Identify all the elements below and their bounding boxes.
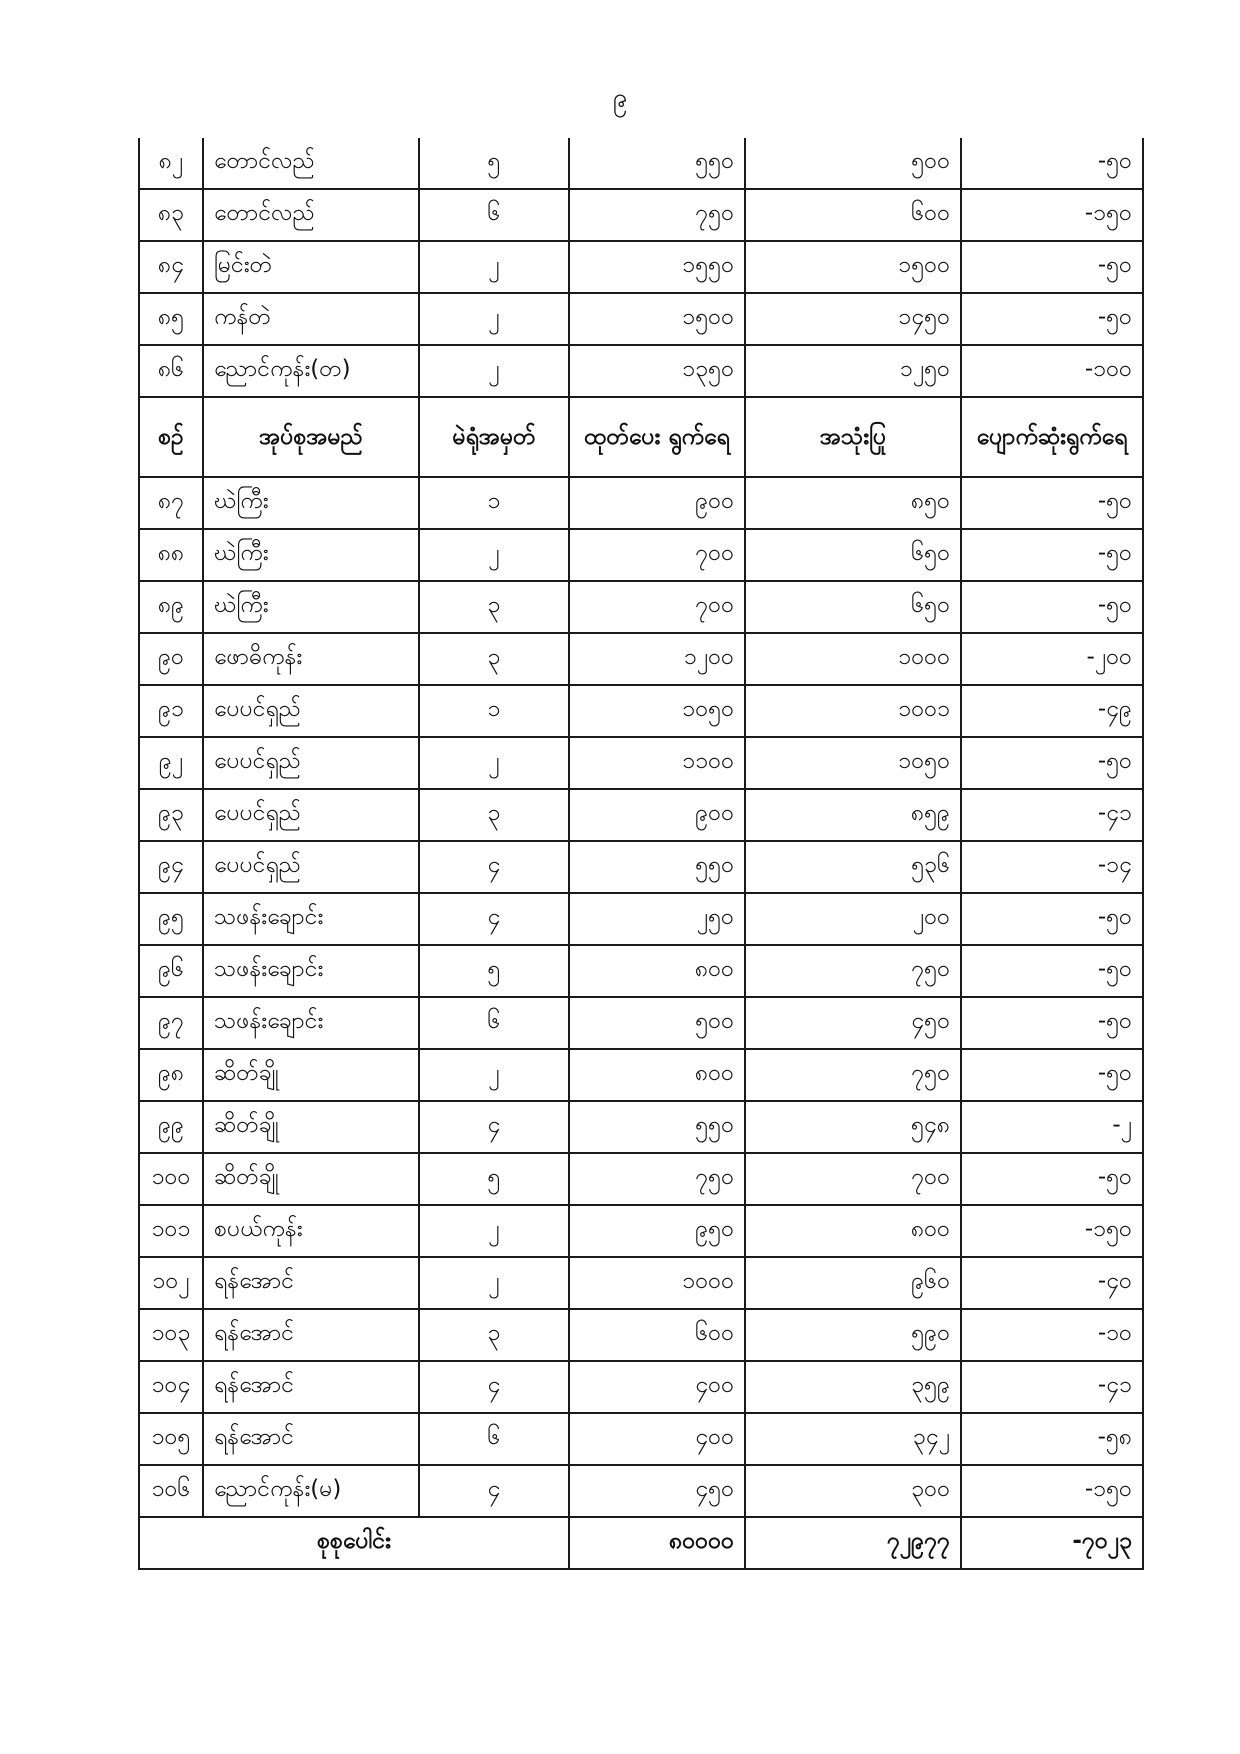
table-row (139, 345, 1143, 397)
issued-count: ၁၂၀၀ (569, 633, 745, 685)
issued-count: ၁၅၀၀ (569, 293, 745, 345)
row-number: ၉၃ (139, 789, 203, 841)
lost-count: -၄၉ (961, 685, 1143, 737)
station-number: ၅ (419, 138, 569, 189)
table-row (139, 138, 1143, 189)
lost-count: -၁၄ (961, 841, 1143, 893)
group-name: ကန်တဲ (203, 293, 419, 345)
used-count: ၃၀၀ (745, 1465, 961, 1517)
group-name: တောင်လည် (203, 138, 419, 189)
group-name: ဆိတ်ချို (203, 1049, 419, 1101)
group-name: ညောင်ကုန်း(မ) (203, 1465, 419, 1517)
lost-count: -၁၀ (961, 1309, 1143, 1361)
lost-count: -၅၀ (961, 893, 1143, 945)
table-row (139, 1413, 1143, 1465)
group-name: ပေပင်ရှည် (203, 789, 419, 841)
station-number: ၃ (419, 1309, 569, 1361)
issued-count: ၉၅၀ (569, 1205, 745, 1257)
group-name: သဖန်းချောင်း (203, 945, 419, 997)
used-count: ၅၉၀ (745, 1309, 961, 1361)
row-number: ၁၀၅ (139, 1413, 203, 1465)
station-number: ၁ (419, 685, 569, 737)
station-number: ၂ (419, 529, 569, 581)
row-number: ၉၅ (139, 893, 203, 945)
station-number: ၄ (419, 1101, 569, 1153)
table-header (139, 397, 1143, 477)
header-no: စဉ် (139, 397, 203, 477)
issued-count: ၁၀၅၀ (569, 685, 745, 737)
station-number: ၄ (419, 1361, 569, 1413)
group-name: ပေပင်ရှည် (203, 841, 419, 893)
issued-count: ၇၀၀ (569, 529, 745, 581)
row-number: ၉၈ (139, 1049, 203, 1101)
table-row (139, 841, 1143, 893)
table-row (139, 1257, 1143, 1309)
used-count: ၅၄၈ (745, 1101, 961, 1153)
issued-count: ၇၅၀ (569, 189, 745, 241)
issued-count: ၄၀၀ (569, 1413, 745, 1465)
lost-count: -၅၀ (961, 581, 1143, 633)
total-row (139, 1517, 1143, 1569)
table-row (139, 1153, 1143, 1205)
lost-count: -၄၁ (961, 789, 1143, 841)
station-number: ၄ (419, 1465, 569, 1517)
station-number: ၅ (419, 945, 569, 997)
issued-count: ၁၀၀၀ (569, 1257, 745, 1309)
lost-count: -၂၀၀ (961, 633, 1143, 685)
lost-count: -၂ (961, 1101, 1143, 1153)
issued-count: ၅၅၀ (569, 841, 745, 893)
issued-count: ၇၀၀ (569, 581, 745, 633)
station-number: ၄ (419, 841, 569, 893)
group-name: ပေပင်ရှည် (203, 737, 419, 789)
issued-count: ၉၀၀ (569, 477, 745, 529)
issued-count: ၁၅၅၀ (569, 241, 745, 293)
row-number: ၈၅ (139, 293, 203, 345)
header-issued: ထုတ်ပေး ရွက်ရေ (569, 397, 745, 477)
used-count: ၈၀၀ (745, 1205, 961, 1257)
lost-count: -၅၀ (961, 997, 1143, 1049)
lost-count: -၅၀ (961, 241, 1143, 293)
group-name: ဃဲကြီး (203, 529, 419, 581)
row-number: ၁၀၂ (139, 1257, 203, 1309)
lost-count: -၅၀ (961, 138, 1143, 189)
table-row (139, 189, 1143, 241)
group-name: ဃဲကြီး (203, 581, 419, 633)
lost-count: -၅၀ (961, 477, 1143, 529)
table-row (139, 293, 1143, 345)
issued-count: ၈၀၀ (569, 945, 745, 997)
station-number: ၃ (419, 789, 569, 841)
used-count: ၇၀၀ (745, 1153, 961, 1205)
issued-count: ၈၀၀ (569, 1049, 745, 1101)
row-number: ၁၀၄ (139, 1361, 203, 1413)
row-number: ၈၄ (139, 241, 203, 293)
table-row (139, 737, 1143, 789)
used-count: ၅၀၀ (745, 138, 961, 189)
group-name: ဆိတ်ချို (203, 1153, 419, 1205)
group-name: ရန်အောင် (203, 1257, 419, 1309)
issued-count: ၄၀၀ (569, 1361, 745, 1413)
used-count: ၂၀၀ (745, 893, 961, 945)
table-row (139, 685, 1143, 737)
issued-count: ၁၁၀၀ (569, 737, 745, 789)
group-name: ရန်အောင် (203, 1361, 419, 1413)
used-count: ၁၄၅၀ (745, 293, 961, 345)
row-number: ၈၇ (139, 477, 203, 529)
used-count: ၁၀၀၀ (745, 633, 961, 685)
station-number: ၃ (419, 581, 569, 633)
table-row (139, 633, 1143, 685)
group-name: ဃဲကြီး (203, 477, 419, 529)
used-count: ၇၅၀ (745, 1049, 961, 1101)
lost-count: -၅၀ (961, 1049, 1143, 1101)
station-number: ၆ (419, 997, 569, 1049)
station-number: ၂ (419, 241, 569, 293)
header-row (139, 397, 1143, 477)
issued-count: ၄၅၀ (569, 1465, 745, 1517)
used-count: ၄၅၀ (745, 997, 961, 1049)
table-footer (139, 1517, 1143, 1569)
group-name: သဖန်းချောင်း (203, 893, 419, 945)
lost-count: -၁၅၀ (961, 1465, 1143, 1517)
issued-count: ၅၅၀ (569, 138, 745, 189)
used-count: ၉၆၀ (745, 1257, 961, 1309)
row-number: ၉၉ (139, 1101, 203, 1153)
station-number: ၂ (419, 1049, 569, 1101)
header-group-name: အုပ်စုအမည် (203, 397, 419, 477)
table-row (139, 997, 1143, 1049)
used-count: ၅၃၆ (745, 841, 961, 893)
lost-count: -၄၀ (961, 1257, 1143, 1309)
row-number: ၈၂ (139, 138, 203, 189)
lost-count: -၅၈ (961, 1413, 1143, 1465)
total-lost: -၇၀၂၃ (961, 1517, 1143, 1569)
row-number: ၈၃ (139, 189, 203, 241)
group-name: ဆိတ်ချို (203, 1101, 419, 1153)
table-row (139, 789, 1143, 841)
station-number: ၂ (419, 1205, 569, 1257)
station-number: ၄ (419, 893, 569, 945)
station-number: ၅ (419, 1153, 569, 1205)
lost-count: -၅၀ (961, 529, 1143, 581)
station-number: ၂ (419, 345, 569, 397)
issued-count: ၆၀၀ (569, 1309, 745, 1361)
used-count: ၁၀၅၀ (745, 737, 961, 789)
table-body-bottom (139, 477, 1143, 1517)
ballot-ledger-table (138, 138, 1144, 1570)
row-number: ၁၀၆ (139, 1465, 203, 1517)
table-row (139, 1205, 1143, 1257)
lost-count: -၅၀ (961, 1153, 1143, 1205)
group-name: သဖန်းချောင်း (203, 997, 419, 1049)
header-lost: ပျောက်ဆုံးရွက်ရေ (961, 397, 1143, 477)
group-name: စပယ်ကုန်း (203, 1205, 419, 1257)
issued-count: ၅၀၀ (569, 997, 745, 1049)
header-used: အသုံးပြု (745, 397, 961, 477)
issued-count: ၅၅၀ (569, 1101, 745, 1153)
group-name: ရန်အောင် (203, 1309, 419, 1361)
used-count: ၃၅၉ (745, 1361, 961, 1413)
row-number: ၈၉ (139, 581, 203, 633)
row-number: ၉၄ (139, 841, 203, 893)
row-number: ၁၀၃ (139, 1309, 203, 1361)
row-number: ၉၂ (139, 737, 203, 789)
group-name: ရန်အောင် (203, 1413, 419, 1465)
row-number: ၉၆ (139, 945, 203, 997)
used-count: ၇၅၀ (745, 945, 961, 997)
table-body-top (139, 138, 1143, 397)
station-number: ၆ (419, 189, 569, 241)
row-number: ၈၆ (139, 345, 203, 397)
total-used: ၇၂၉၇၇ (745, 1517, 961, 1569)
issued-count: ၉၀၀ (569, 789, 745, 841)
table-row (139, 1465, 1143, 1517)
station-number: ၂ (419, 293, 569, 345)
used-count: ၁၅၀၀ (745, 241, 961, 293)
station-number: ၂ (419, 1257, 569, 1309)
station-number: ၂ (419, 737, 569, 789)
group-name: မြင်းတဲ (203, 241, 419, 293)
station-number: ၃ (419, 633, 569, 685)
used-count: ၃၄၂ (745, 1413, 961, 1465)
used-count: ၁၀၀၁ (745, 685, 961, 737)
table-row (139, 241, 1143, 293)
table-row (139, 581, 1143, 633)
used-count: ၆၅၀ (745, 529, 961, 581)
station-number: ၁ (419, 477, 569, 529)
total-label: စုစုပေါင်း (139, 1517, 569, 1569)
header-station-no: မဲရုံအမှတ် (419, 397, 569, 477)
table-row (139, 477, 1143, 529)
row-number: ၉၀ (139, 633, 203, 685)
table-row (139, 529, 1143, 581)
lost-count: -၁၅၀ (961, 1205, 1143, 1257)
used-count: ၈၅၉ (745, 789, 961, 841)
group-name: ဖောဓိကုန်း (203, 633, 419, 685)
group-name: ပေပင်ရှည် (203, 685, 419, 737)
table-row (139, 945, 1143, 997)
row-number: ၉၁ (139, 685, 203, 737)
table-row (139, 1361, 1143, 1413)
total-issued: ၈၀၀၀၀ (569, 1517, 745, 1569)
issued-count: ၁၃၅၀ (569, 345, 745, 397)
row-number: ၁၀၀ (139, 1153, 203, 1205)
used-count: ၈၅၀ (745, 477, 961, 529)
table-row (139, 1101, 1143, 1153)
issued-count: ၇၅၀ (569, 1153, 745, 1205)
lost-count: -၄၁ (961, 1361, 1143, 1413)
group-name: ညောင်ကုန်း(တ) (203, 345, 419, 397)
lost-count: -၅၀ (961, 737, 1143, 789)
group-name: တောင်လည် (203, 189, 419, 241)
page-number: ၉ (612, 83, 628, 113)
lost-count: -၁၅၀ (961, 189, 1143, 241)
row-number: ၉၇ (139, 997, 203, 1049)
row-number: ၈၈ (139, 529, 203, 581)
issued-count: ၂၅၀ (569, 893, 745, 945)
row-number: ၁၀၁ (139, 1205, 203, 1257)
lost-count: -၅၀ (961, 945, 1143, 997)
lost-count: -၅၀ (961, 293, 1143, 345)
used-count: ၁၂၅၀ (745, 345, 961, 397)
table-row (139, 1049, 1143, 1101)
lost-count: -၁၀၀ (961, 345, 1143, 397)
table-row (139, 893, 1143, 945)
used-count: ၆၀၀ (745, 189, 961, 241)
table-row (139, 1309, 1143, 1361)
used-count: ၆၅၀ (745, 581, 961, 633)
station-number: ၆ (419, 1413, 569, 1465)
